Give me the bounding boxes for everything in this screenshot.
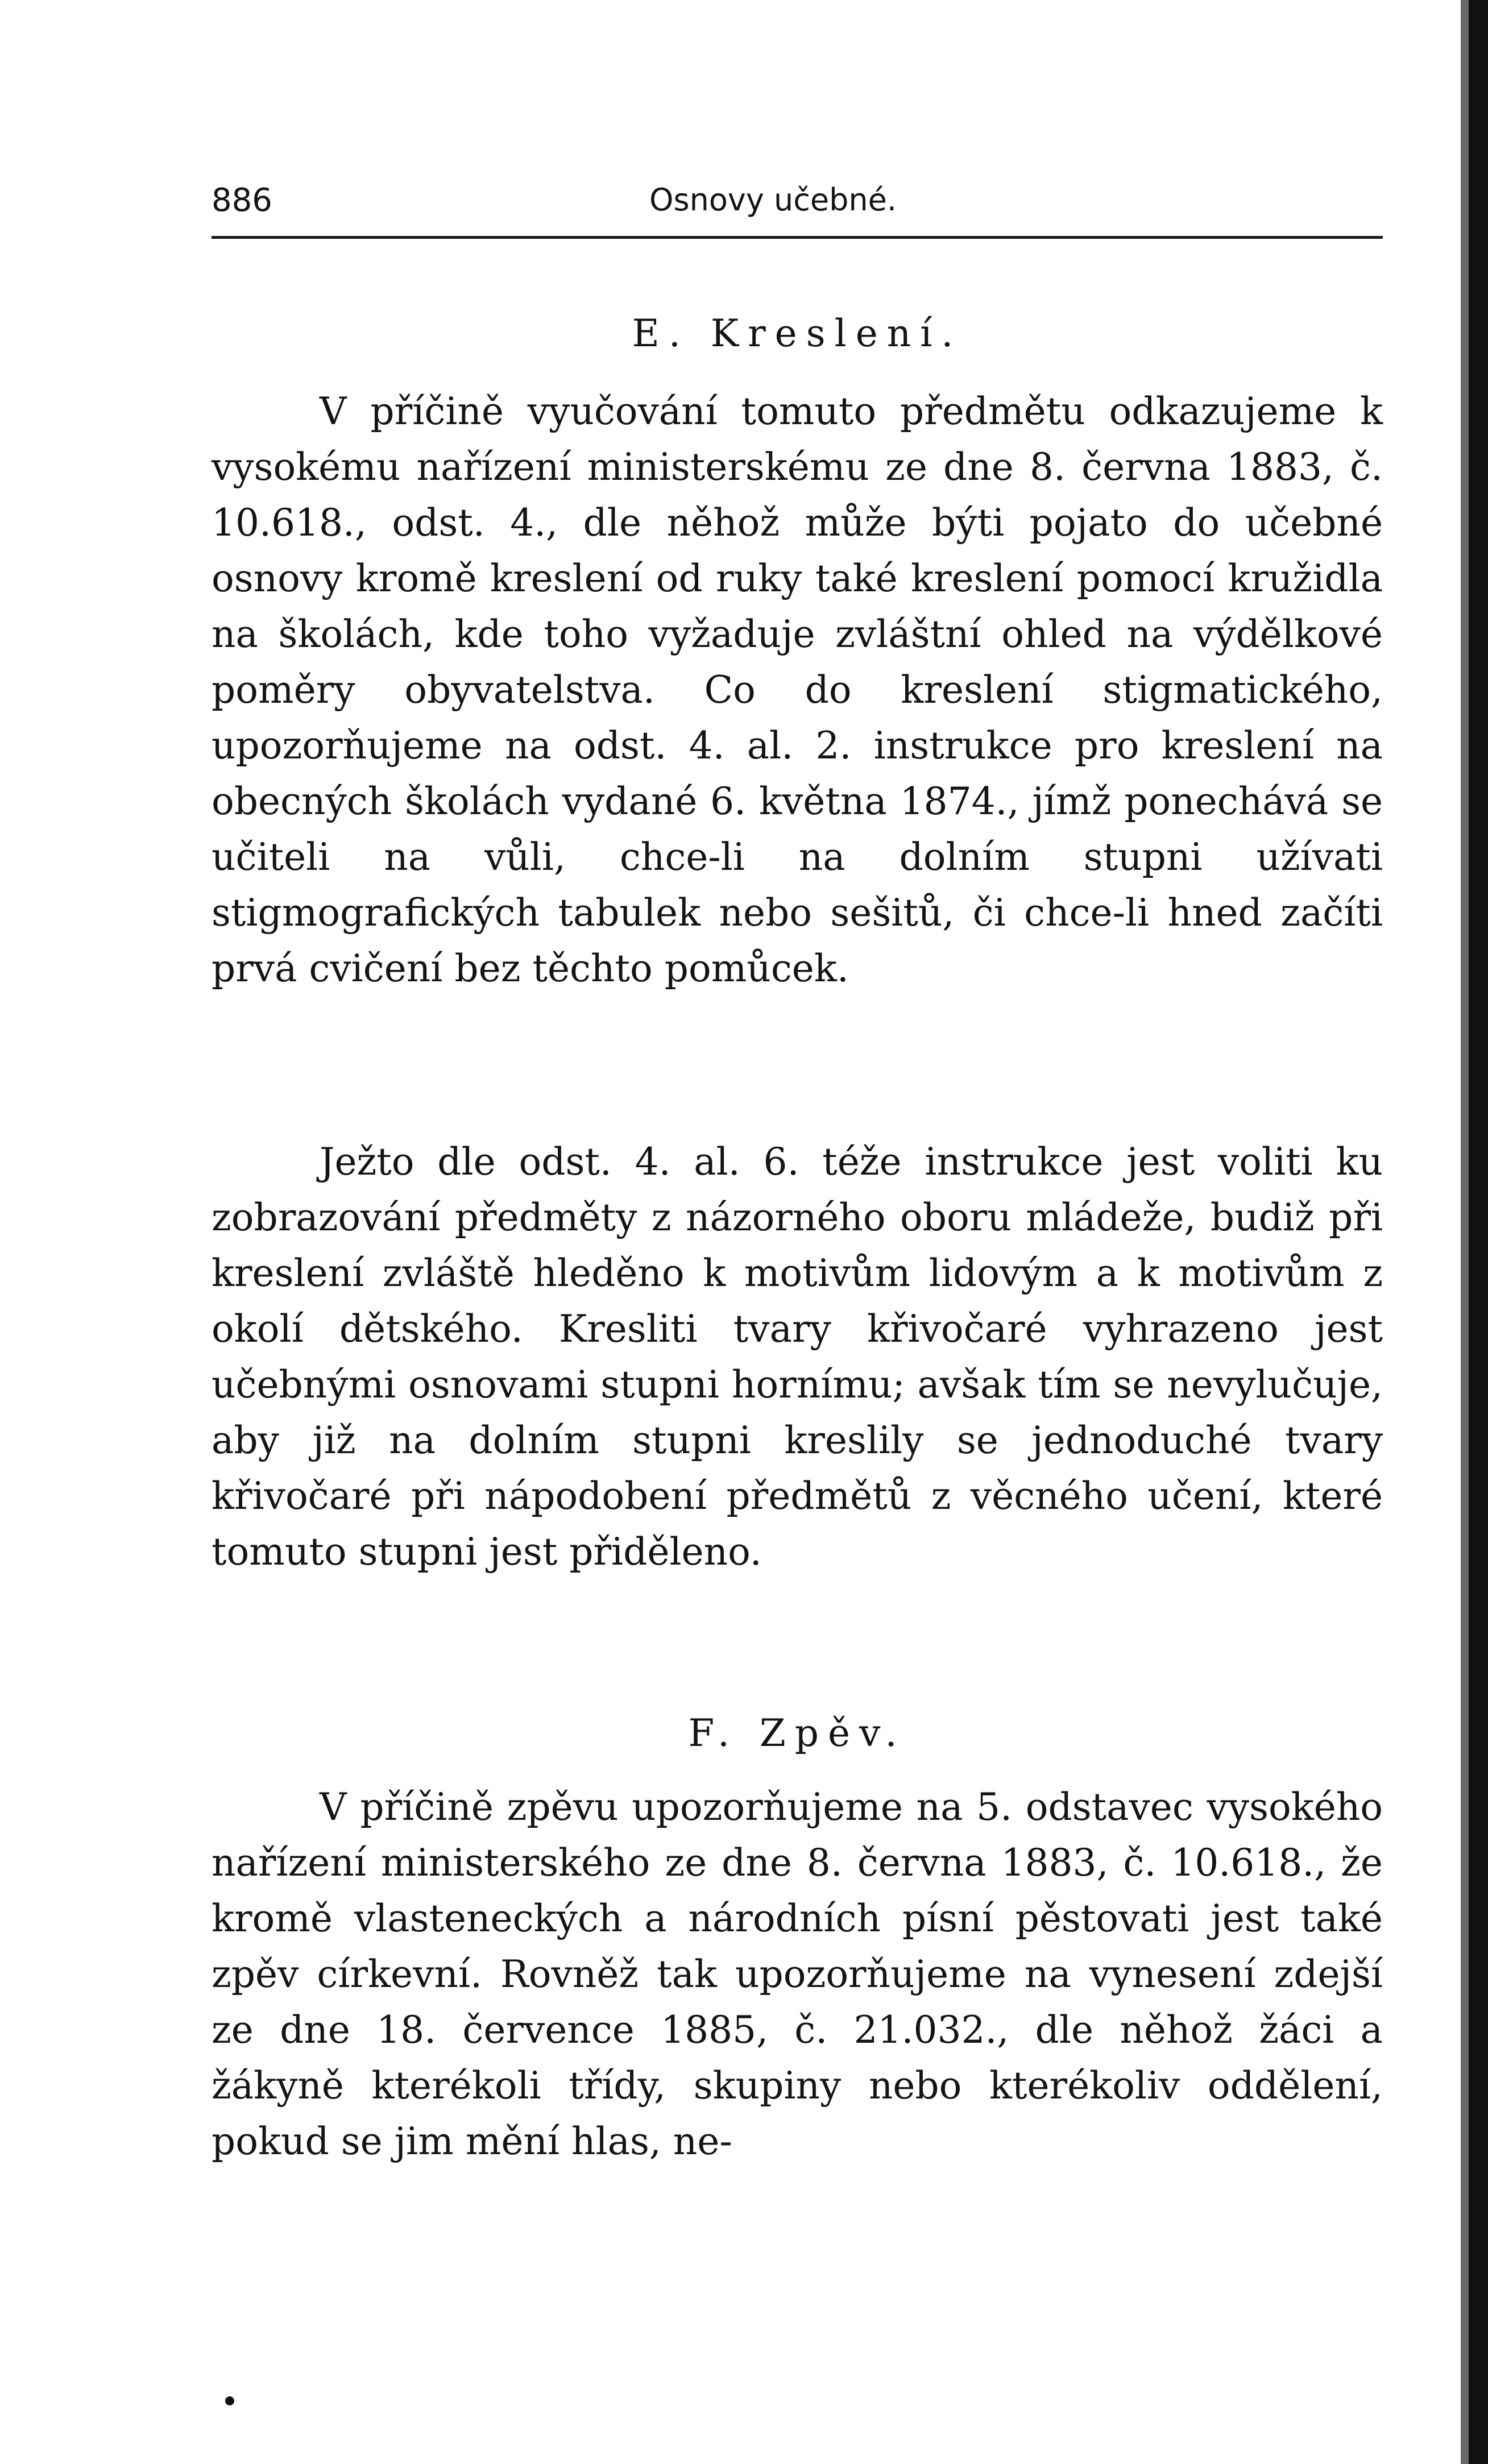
paragraph-zpev-1: V příčině zpěvu upozorňujeme na 5. odstavec vysokého nařízení ministerského ze dne 8. června 1883, č. 10.618., že kromě vlasteneckých a národních písní pěstovati jest také zpěv církevní. Rovněž tak upozorňujeme na vynesení zdejší ze dne 18. července 1885, č. 21.032., dle něhož žáci a žákyně kterékoli třídy, skupiny nebo kterékoliv oddělení, pokud se jim mění hlas, ne- <box>212 1785 1383 2163</box>
page-edge-shadow <box>1461 0 1469 2464</box>
paragraph-kresleni-2: Ježto dle odst. 4. al. 6. téže instrukce jest voliti ku zobrazování předměty z názorného oboru mládeže, budiž při kreslení zvláště hleděno k motivům lidovým a k motivům z okolí dětského. Kresliti tvary křivočaré vyhrazeno jest učebnými osnovami stupni hornímu; avšak tím se nevylučuje, aby již na dolním stupni kreslily se jednoduché tvary křivočaré při nápodobení předmětů z věcného učení, které tomuto stupni jest přiděleno. <box>212 1140 1383 1574</box>
page-header <box>212 176 1383 227</box>
section-heading-kresleni: E. Kreslení. <box>632 312 963 355</box>
section-heading-zpev: F. Zpěv. <box>688 1711 906 1755</box>
page-edge <box>1469 0 1488 2464</box>
page-number: 886 <box>212 182 272 219</box>
paragraph-kresleni-1: V příčině vyučování tomuto předmětu odkazujeme k vysokému nařízení ministerskému ze dne 8. června 1883, č. 10.618., odst. 4., dle něhož může býti pojato do učebné osnovy kromě kreslení od ruky také kreslení pomocí kružidla na školách, kde toho vyžaduje zvláštní ohled na výdělkové poměry obyvatelstva. Co do kreslení stigmatického, upozorňujeme na odst. 4. al. 2. instrukce pro kreslení na obecných školách vydané 6. května 1874., jímž ponechává se učiteli na vůli, chce-li na dolním stupni užívati stigmografických tabulek nebo sešitů, či chce-li hned začíti prvá cvičení bez těchto pomůcek. <box>212 389 1383 990</box>
header-rule <box>212 236 1383 239</box>
book-page <box>212 0 1383 2464</box>
ink-speck <box>225 2396 234 2405</box>
running-title: Osnovy učebné. <box>649 182 897 218</box>
